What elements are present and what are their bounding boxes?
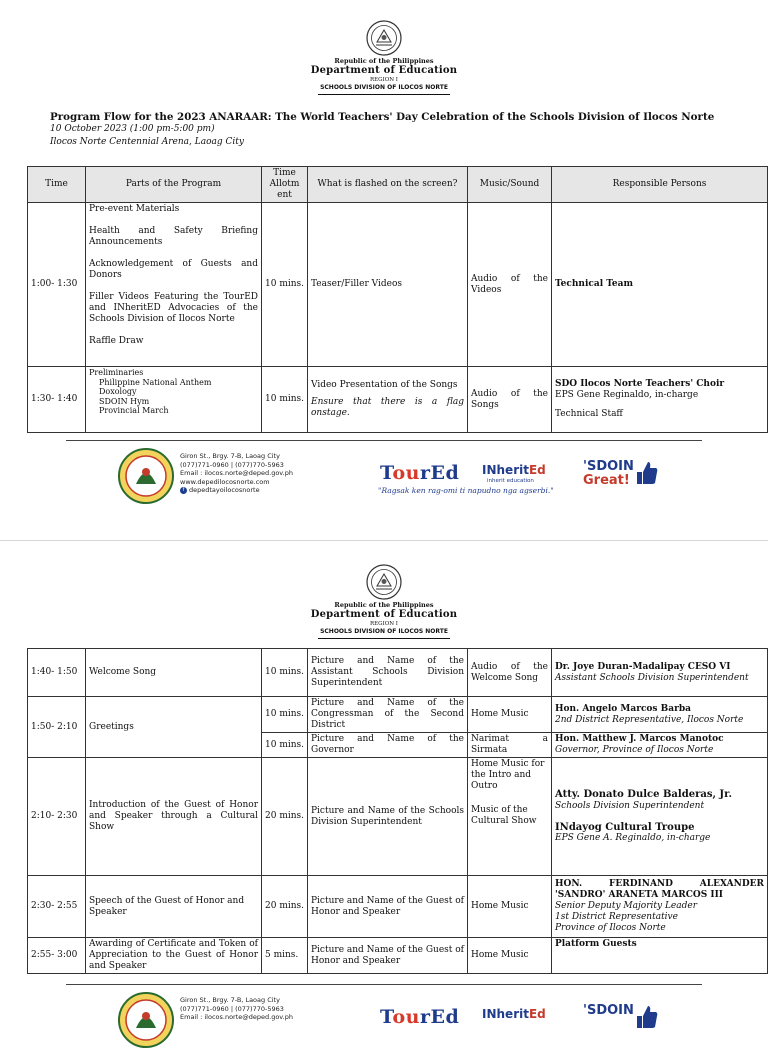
cell-persons	[552, 367, 768, 433]
cell-parts	[86, 367, 262, 433]
toured-text-a: T	[380, 1006, 393, 1028]
sdoin-great-logo	[583, 460, 634, 488]
cell-allotment: 20 mins.	[262, 758, 308, 876]
toured-logo	[380, 462, 459, 484]
sdoin-great-logo	[583, 1004, 634, 1018]
cell-music: Home Music	[468, 876, 552, 938]
cell-screen	[308, 367, 468, 433]
header-parts: Parts of the Program	[86, 167, 262, 203]
cell-allotment: 10 mins.	[262, 367, 308, 433]
page-2	[0, 540, 768, 1028]
table-row	[28, 649, 768, 697]
cell-persons	[552, 649, 768, 697]
cell-music: Audio of the Welcome Song	[468, 649, 552, 697]
person-name: HON. FERDINAND ALEXANDER 'SANDRO' ARANETA MARCOS III	[555, 879, 764, 900]
person-title: Technical Staff	[555, 409, 623, 419]
region-text: REGION I	[370, 621, 398, 627]
cell-parts: Awarding of Certificate and Token of Appreciation to the Guest of Honor and Speaker	[86, 938, 262, 974]
cell-allotment: 10 mins.	[262, 697, 308, 733]
cell-persons: Platform Guests	[552, 938, 768, 974]
table-row	[28, 938, 768, 974]
part-item: Filler Videos Featuring the TourED and INheritED Advocacies of the Schools Division of Ilocos Norte	[89, 292, 258, 324]
cell-screen: Picture and Name of the Guest of Honor and Speaker	[308, 876, 468, 938]
division-text: SCHOOLS DIVISION OF ILOCOS NORTE	[320, 84, 448, 91]
cell-music: Home Music	[468, 938, 552, 974]
footer	[0, 440, 768, 520]
republic-text: Republic of the Philippines	[334, 601, 434, 609]
cell-parts: Greetings	[86, 697, 262, 758]
header-time: Time	[28, 167, 86, 203]
part-item: Raffle Draw	[89, 336, 144, 346]
cell-screen: Picture and Name of the Schools Division Superintendent	[308, 758, 468, 876]
cell-persons	[552, 697, 768, 733]
toured-text-c: rEd	[419, 1006, 460, 1028]
part-item: Philippine National Anthem	[99, 377, 212, 387]
person-name: Hon. Angelo Marcos Barba	[555, 703, 691, 714]
cell-parts	[86, 203, 262, 367]
great-text: Great!	[583, 473, 630, 488]
cell-time: 2:55- 3:00	[28, 938, 86, 974]
footer-address: Giron St., Brgy. 7-B, Laoag City	[180, 452, 280, 460]
cell-allotment: 5 mins.	[262, 938, 308, 974]
group-name: INdayog Cultural Troupe	[555, 822, 695, 833]
division-text: SCHOOLS DIVISION OF ILOCOS NORTE	[320, 628, 448, 635]
part-item: Provincial March	[99, 406, 169, 415]
toured-text-c: rEd	[419, 462, 460, 484]
music-text: Home Music for the Intro and Outro	[471, 759, 545, 791]
cell-allotment: 10 mins.	[262, 733, 308, 758]
toured-text-b: ou	[392, 462, 420, 484]
toured-text-b: ou	[392, 1006, 420, 1028]
inherit-text-b: Ed	[528, 463, 546, 477]
person-title: EPS Gene Reginaldo, in-charge	[555, 390, 699, 400]
cell-parts: Welcome Song	[86, 649, 262, 697]
program-table-1	[27, 166, 768, 433]
header-persons: Responsible Persons	[552, 167, 768, 203]
division-logo-icon	[118, 992, 174, 1048]
letterhead-rule	[318, 638, 450, 639]
person-title: Assistant Schools Division Superintendent	[555, 672, 749, 683]
cell-screen: Teaser/Filler Videos	[308, 203, 468, 367]
cell-persons: Technical Team	[552, 203, 768, 367]
screen-note: Ensure that there is a flag onstage.	[311, 397, 464, 418]
division-logo-icon	[118, 448, 174, 504]
toured-logo	[380, 1006, 459, 1028]
facebook-handle: depedtayoilocosnorte	[189, 486, 260, 494]
program-venue: Ilocos Norte Centennial Arena, Laoag City	[50, 137, 244, 147]
header-allotment: Time Allotm ent	[262, 167, 308, 203]
deped-seal-icon	[366, 20, 402, 56]
cell-music: Audio of the Videos	[468, 203, 552, 367]
cell-music: Narimat a Sirmata	[468, 733, 552, 758]
footer-address: Giron St., Brgy. 7-B, Laoag City	[180, 996, 280, 1004]
letterhead-rule	[318, 94, 450, 95]
cell-screen: Picture and Name of the Governor	[308, 733, 468, 758]
footer-phone: (077)771-0960 | (077)770-5963	[180, 460, 284, 469]
toured-text-a: T	[380, 462, 393, 484]
cell-parts: Introduction of the Guest of Honor and Speaker through a Cultural Show	[86, 758, 262, 876]
deped-seal-icon	[366, 564, 402, 600]
person-title: EPS Gene A. Reginaldo, in-charge	[555, 833, 711, 843]
part-item: Acknowledgement of Guests and Donors	[89, 259, 258, 280]
inherited-logo	[482, 1007, 546, 1021]
facebook-icon: f	[180, 487, 187, 494]
footer-email[interactable]: Email : ilocos.norte@deped.gov.ph	[180, 1013, 293, 1021]
table-row	[28, 758, 768, 876]
person-name: SDO Ilocos Norte Teachers' Choir	[555, 379, 725, 389]
header-screen: What is flashed on the screen?	[308, 167, 468, 203]
region-text: REGION I	[370, 77, 398, 83]
header-music: Music/Sound	[468, 167, 552, 203]
inherit-text-a: INherit	[482, 463, 529, 477]
cell-screen: Picture and Name of the Guest of Honor and Speaker	[308, 938, 468, 974]
table-row	[28, 876, 768, 938]
part-head: Preliminaries	[89, 368, 144, 377]
footer-address-block	[180, 452, 293, 495]
person-name: Hon. Matthew J. Marcos Manotoc	[555, 734, 724, 744]
footer	[0, 984, 768, 1064]
table-row	[28, 203, 768, 367]
table-header-row	[28, 167, 768, 203]
person-title: Governor, Province of Ilocos Norte	[555, 745, 714, 755]
table-row	[28, 697, 768, 733]
letterhead	[0, 601, 768, 636]
cell-time: 1:30- 1:40	[28, 367, 86, 433]
footer-facebook[interactable]	[180, 486, 293, 495]
cell-persons	[552, 758, 768, 876]
part-item: Doxology	[99, 387, 137, 396]
department-text: Department of Education	[310, 65, 458, 76]
music-text: Music of the Cultural Show	[471, 805, 537, 826]
cell-persons	[552, 876, 768, 938]
department-text: Department of Education	[310, 609, 458, 620]
cell-music: Audio of the Songs	[468, 367, 552, 433]
sdoin-text: 'SDOIN	[583, 459, 634, 474]
tagline: "Ragsak ken rag-omi ti napudno nga agserbi."	[378, 486, 554, 495]
cell-music	[468, 758, 552, 876]
inherit-text-b: Ed	[528, 1007, 546, 1021]
person-title: 2nd District Representative, Ilocos Norte	[555, 714, 744, 725]
part-item: SDOIN Hym	[99, 396, 150, 406]
cell-screen: Picture and Name of the Congressman of the Second District	[308, 697, 468, 733]
cell-time: 2:30- 2:55	[28, 876, 86, 938]
footer-address-block	[180, 996, 293, 1022]
thumbs-up-icon	[636, 460, 658, 486]
cell-screen: Picture and Name of the Assistant Schools Division Superintendent	[308, 649, 468, 697]
cell-time: 2:10- 2:30	[28, 758, 86, 876]
footer-website[interactable]: www.depedilocosnorte.com	[180, 477, 270, 486]
program-title: Program Flow for the 2023 ANARAAR: The World Teachers' Day Celebration of the Schools Division of Ilocos Norte	[50, 111, 715, 123]
footer-email[interactable]: Email : ilocos.norte@deped.gov.ph	[180, 469, 293, 477]
cell-allotment: 10 mins.	[262, 649, 308, 697]
screen-text: Video Presentation of the Songs	[311, 380, 458, 390]
person-title: Schools Division Superintendent	[555, 801, 705, 811]
cell-time: 1:40- 1:50	[28, 649, 86, 697]
cell-allotment: 20 mins.	[262, 876, 308, 938]
cell-persons	[552, 733, 768, 758]
part-item: Pre-event Materials	[89, 204, 180, 214]
footer-rule	[66, 440, 702, 441]
cell-time: 1:00- 1:30	[28, 203, 86, 367]
cell-time: 1:50- 2:10	[28, 697, 86, 758]
person-name: Atty. Donato Dulce Balderas, Jr.	[555, 789, 732, 800]
person-title: Province of Ilocos Norte	[555, 923, 666, 933]
letterhead	[0, 57, 768, 92]
footer-rule	[66, 984, 702, 985]
program-date: 10 October 2023 (1:00 pm-5:00 pm)	[50, 124, 215, 134]
republic-text: Republic of the Philippines	[334, 57, 434, 65]
person-name: Dr. Joye Duran-Madalipay CESO VI	[555, 661, 731, 672]
sdoin-text: 'SDOIN	[583, 1003, 634, 1018]
cell-parts: Speech of the Guest of Honor and Speaker	[86, 876, 262, 938]
inherit-sub: inherit education	[487, 478, 534, 484]
cell-music: Home Music	[468, 697, 552, 733]
thumbs-up-icon	[636, 1004, 658, 1030]
table-row	[28, 367, 768, 433]
part-item: Health and Safety Briefing Announcements	[89, 226, 258, 247]
inherited-logo	[482, 463, 546, 477]
cell-allotment: 10 mins.	[262, 203, 308, 367]
program-table-2	[27, 648, 768, 974]
person-title: 1st District Representative	[555, 912, 678, 922]
inherit-text-a: INherit	[482, 1007, 529, 1021]
footer-phone: (077)771-0960 | (077)770-5963	[180, 1004, 284, 1013]
person-title: Senior Deputy Majority Leader	[555, 901, 698, 911]
